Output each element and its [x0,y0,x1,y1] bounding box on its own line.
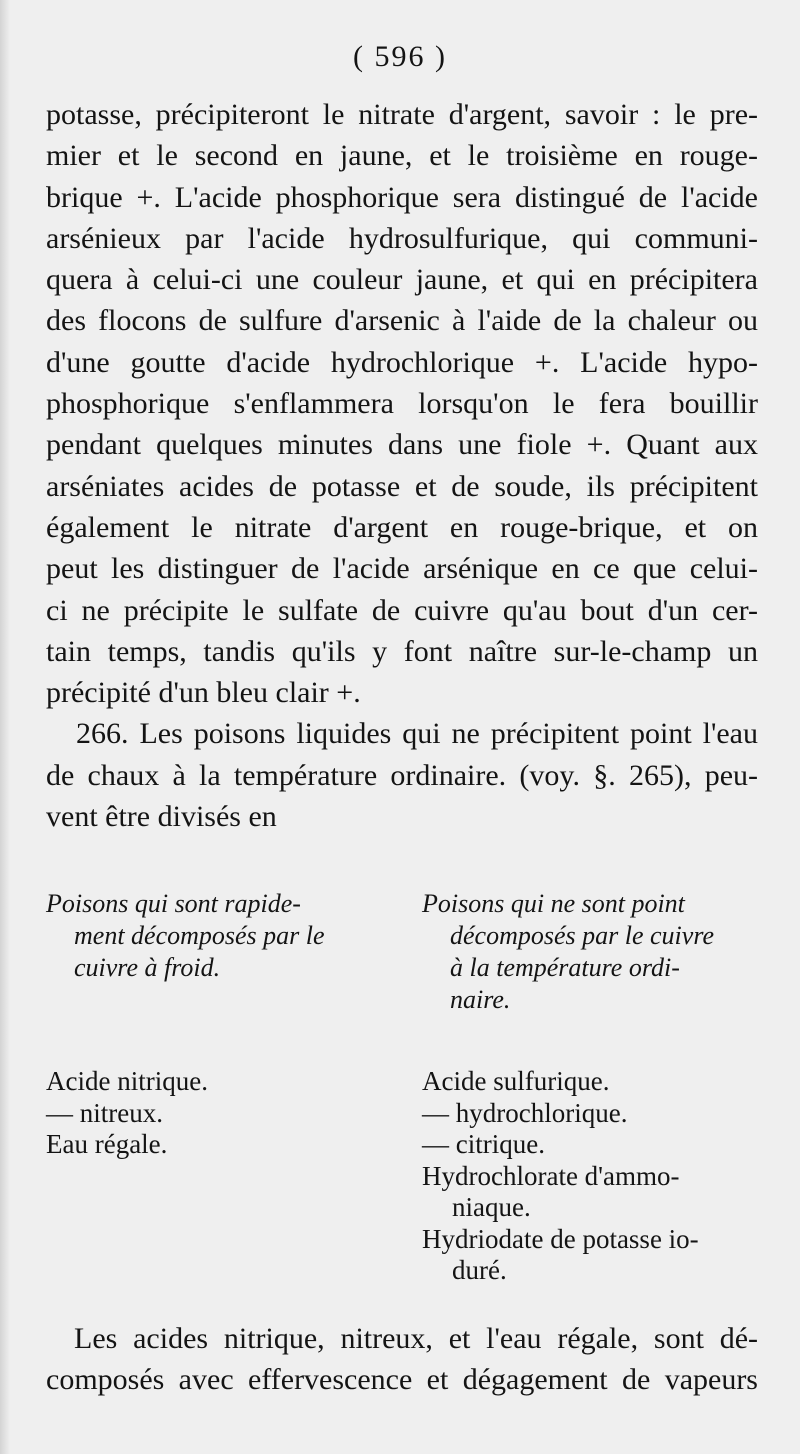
body-paragraphs [46,94,758,837]
text-line: arsénieux par l'acide hydrosulfurique, qui communi- [46,221,758,255]
right-column-list [422,1066,762,1287]
text-line: arséniates acides de potasse et de soude, ils précipitent [46,469,758,503]
list-item: — hydrochlorique. [422,1097,628,1128]
heading-line: à la température ordi- [450,953,680,982]
list-item: — citrique. [422,1129,545,1159]
section-266-line: de chaux à la température ordinaire. (voy. §. 265), peu- [46,758,758,792]
heading-line: Poisons qui sont rapide- [46,889,301,918]
text-line: des flocons de sulfure d'arsenic à l'aide de la chaleur ou [46,304,758,338]
right-column-heading [422,888,762,1016]
page-edge-shadow [0,0,10,1454]
text-line: pendant quelques minutes dans une fiole +. Quant aux [46,428,758,462]
text-line: ci ne précipite le sulfate de cuivre qu'au bout d'un cer- [46,593,758,627]
text-line: précipité d'un bleu clair +. [46,676,361,710]
list-item: — nitreux. [46,1097,163,1128]
text-line: brique +. L'acide phosphorique sera distingué de l'acide [46,180,758,214]
heading-line: décomposés par le cuivre [450,921,715,950]
list-item: Hydrochlorate d'ammo- [422,1160,680,1191]
list-item: Acide sulfurique. [422,1066,610,1096]
text-line: également le nitrate d'argent en rouge-brique, et on [46,510,758,544]
heading-line: cuivre à froid. [74,953,221,982]
text-line: d'une goutte d'acide hydrochlorique +. L'acide hypo- [46,345,758,379]
text-line: composés avec effervescence et dégagement de vapeurs [46,1363,758,1397]
left-column-heading [46,888,396,984]
list-item: Hydriodate de potasse io- [422,1223,699,1254]
text-line: quera à celui-ci une couleur jaune, et qui en précipitera [46,263,758,297]
heading-line: Poisons qui ne sont point [422,889,685,918]
text-line: potasse, précipiteront le nitrate d'argent, savoir : le pre- [46,98,758,131]
section-266-line: 266. Les poisons liquides qui ne précipitent point l'eau [76,717,758,751]
text-line: tain temps, tandis qu'ils y font naître sur-le-champ un [46,634,758,668]
text-line: Les acides nitrique, nitreux, et l'eau régale, sont dé- [74,1322,758,1355]
text-line: phosphorique s'enflammera lorsqu'on le fera bouillir [46,387,758,421]
list-item: Acide nitrique. [46,1066,208,1096]
text-line: peut les distinguer de l'acide arsénique en ce que celui- [46,552,758,586]
list-item: Eau régale. [46,1129,168,1159]
page-number: ( 596 ) [353,40,447,73]
heading-line: naire. [450,985,511,1014]
heading-line: ment décomposés par le [74,921,325,950]
left-column-list [46,1066,396,1161]
bottom-paragraph [46,1318,758,1401]
list-item: duré. [452,1255,507,1285]
list-item: niaque. [452,1192,531,1222]
text-line: mier et le second en jaune, et le troisième en rouge- [46,139,758,173]
section-266-line: vent être divisés en [46,800,277,834]
